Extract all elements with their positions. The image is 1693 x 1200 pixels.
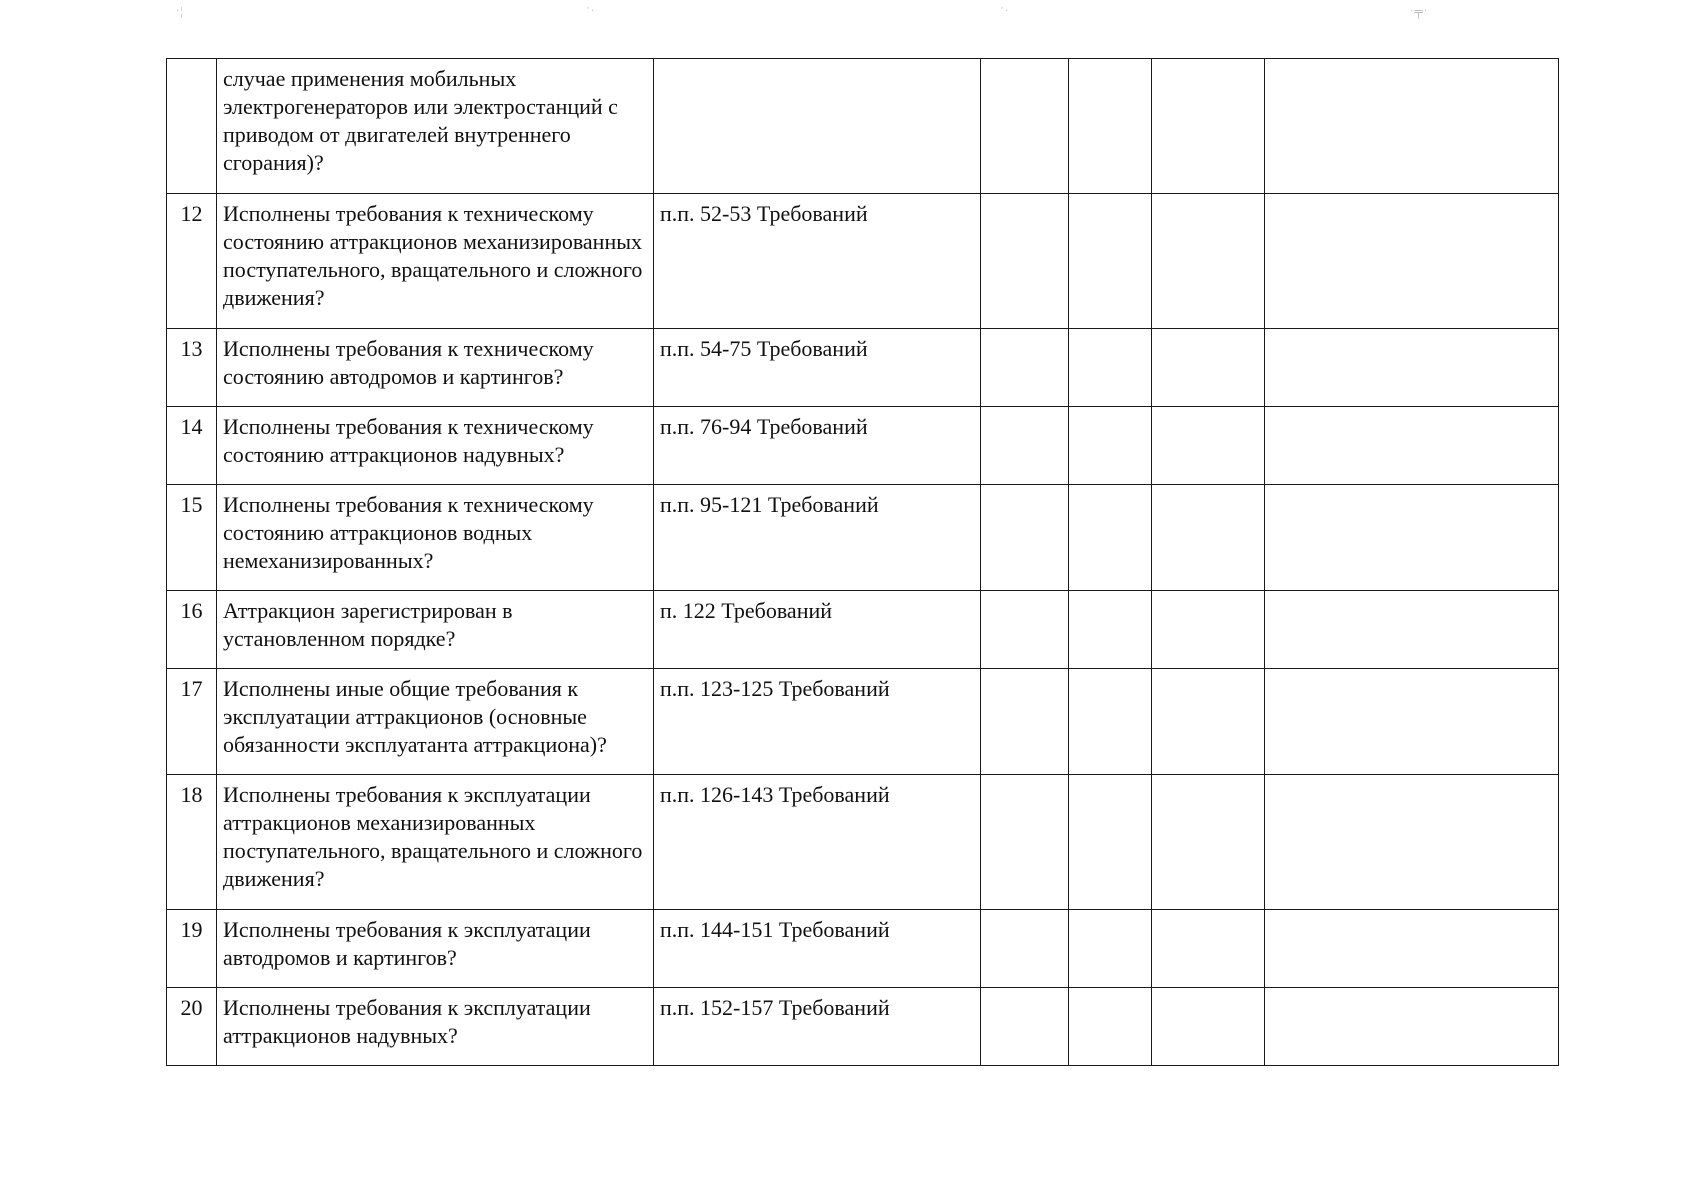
answer-yes-cell[interactable] <box>981 407 1069 485</box>
note-cell[interactable] <box>1265 59 1559 194</box>
answer-no-cell[interactable] <box>1069 591 1152 669</box>
question-cell: Исполнены требования к эксплуатации автодромов и картингов? <box>217 910 654 988</box>
table-row <box>167 59 1559 194</box>
checklist-table <box>166 58 1559 1066</box>
row-number <box>167 59 217 194</box>
note-cell[interactable] <box>1265 194 1559 329</box>
answer-yes-cell[interactable] <box>981 485 1069 591</box>
reference-cell: п.п. 95-121 Требований <box>654 485 981 591</box>
answer-no-cell[interactable] <box>1069 407 1152 485</box>
answer-na-cell[interactable] <box>1152 775 1265 910</box>
row-number: 18 <box>167 775 217 910</box>
answer-no-cell[interactable] <box>1069 329 1152 407</box>
answer-yes-cell[interactable] <box>981 59 1069 194</box>
reference-cell: п.п. 54-75 Требований <box>654 329 981 407</box>
answer-yes-cell[interactable] <box>981 775 1069 910</box>
question-cell: Исполнены требования к техническому состоянию автодромов и картингов? <box>217 329 654 407</box>
table-row <box>167 194 1559 329</box>
note-cell[interactable] <box>1265 329 1559 407</box>
scan-speck: ˙ˑ <box>586 4 596 18</box>
table-row <box>167 910 1559 988</box>
row-number: 13 <box>167 329 217 407</box>
note-cell[interactable] <box>1265 591 1559 669</box>
note-cell[interactable] <box>1265 775 1559 910</box>
row-number: 14 <box>167 407 217 485</box>
note-cell[interactable] <box>1265 669 1559 775</box>
answer-na-cell[interactable] <box>1152 194 1265 329</box>
answer-na-cell[interactable] <box>1152 329 1265 407</box>
answer-yes-cell[interactable] <box>981 669 1069 775</box>
scan-speck: ˙ˑ <box>1000 4 1010 18</box>
table-row <box>167 988 1559 1066</box>
answer-yes-cell[interactable] <box>981 329 1069 407</box>
row-number: 19 <box>167 910 217 988</box>
reference-cell: п.п. 76-94 Требований <box>654 407 981 485</box>
note-cell[interactable] <box>1265 910 1559 988</box>
answer-yes-cell[interactable] <box>981 194 1069 329</box>
reference-cell: п.п. 152-157 Требований <box>654 988 981 1066</box>
reference-cell: п.п. 144-151 Требований <box>654 910 981 988</box>
question-cell: Исполнены требования к техническому состоянию аттракционов механизированных поступательного, вращательного и сложного движения? <box>217 194 654 329</box>
answer-yes-cell[interactable] <box>981 910 1069 988</box>
answer-no-cell[interactable] <box>1069 910 1152 988</box>
note-cell[interactable] <box>1265 485 1559 591</box>
table-row <box>167 669 1559 775</box>
question-cell: Исполнены требования к эксплуатации аттракционов механизированных поступательного, вращательного и сложного движения? <box>217 775 654 910</box>
answer-na-cell[interactable] <box>1152 910 1265 988</box>
answer-no-cell[interactable] <box>1069 669 1152 775</box>
table-row <box>167 775 1559 910</box>
answer-na-cell[interactable] <box>1152 591 1265 669</box>
row-number: 17 <box>167 669 217 775</box>
answer-yes-cell[interactable] <box>981 988 1069 1066</box>
table-row <box>167 407 1559 485</box>
answer-no-cell[interactable] <box>1069 775 1152 910</box>
row-number: 15 <box>167 485 217 591</box>
question-cell: Исполнены иные общие требования к эксплуатации аттракционов (основные обязанности эксплуатанта аттракциона)? <box>217 669 654 775</box>
reference-cell <box>654 59 981 194</box>
answer-na-cell[interactable] <box>1152 59 1265 194</box>
scan-speck: ˑ¦ <box>176 4 184 18</box>
answer-no-cell[interactable] <box>1069 194 1152 329</box>
answer-na-cell[interactable] <box>1152 407 1265 485</box>
reference-cell: п.п. 52-53 Требований <box>654 194 981 329</box>
question-cell: Аттракцион зарегистрирован в установленном порядке? <box>217 591 654 669</box>
note-cell[interactable] <box>1265 988 1559 1066</box>
scan-speck: ˑ╤ˑ <box>1410 4 1429 18</box>
question-cell: случае применения мобильных электрогенераторов или электростанций с приводом от двигателей внутреннего сгорания)? <box>217 59 654 194</box>
answer-yes-cell[interactable] <box>981 591 1069 669</box>
answer-na-cell[interactable] <box>1152 988 1265 1066</box>
question-cell: Исполнены требования к техническому состоянию аттракционов надувных? <box>217 407 654 485</box>
answer-no-cell[interactable] <box>1069 988 1152 1066</box>
note-cell[interactable] <box>1265 407 1559 485</box>
question-cell: Исполнены требования к эксплуатации аттракционов надувных? <box>217 988 654 1066</box>
table-row <box>167 485 1559 591</box>
row-number: 16 <box>167 591 217 669</box>
answer-no-cell[interactable] <box>1069 485 1152 591</box>
answer-na-cell[interactable] <box>1152 485 1265 591</box>
reference-cell: п. 122 Требований <box>654 591 981 669</box>
answer-na-cell[interactable] <box>1152 669 1265 775</box>
question-cell: Исполнены требования к техническому состоянию аттракционов водных немеханизированных? <box>217 485 654 591</box>
row-number: 20 <box>167 988 217 1066</box>
row-number: 12 <box>167 194 217 329</box>
table-row <box>167 329 1559 407</box>
answer-no-cell[interactable] <box>1069 59 1152 194</box>
table-row <box>167 591 1559 669</box>
reference-cell: п.п. 123-125 Требований <box>654 669 981 775</box>
reference-cell: п.п. 126-143 Требований <box>654 775 981 910</box>
